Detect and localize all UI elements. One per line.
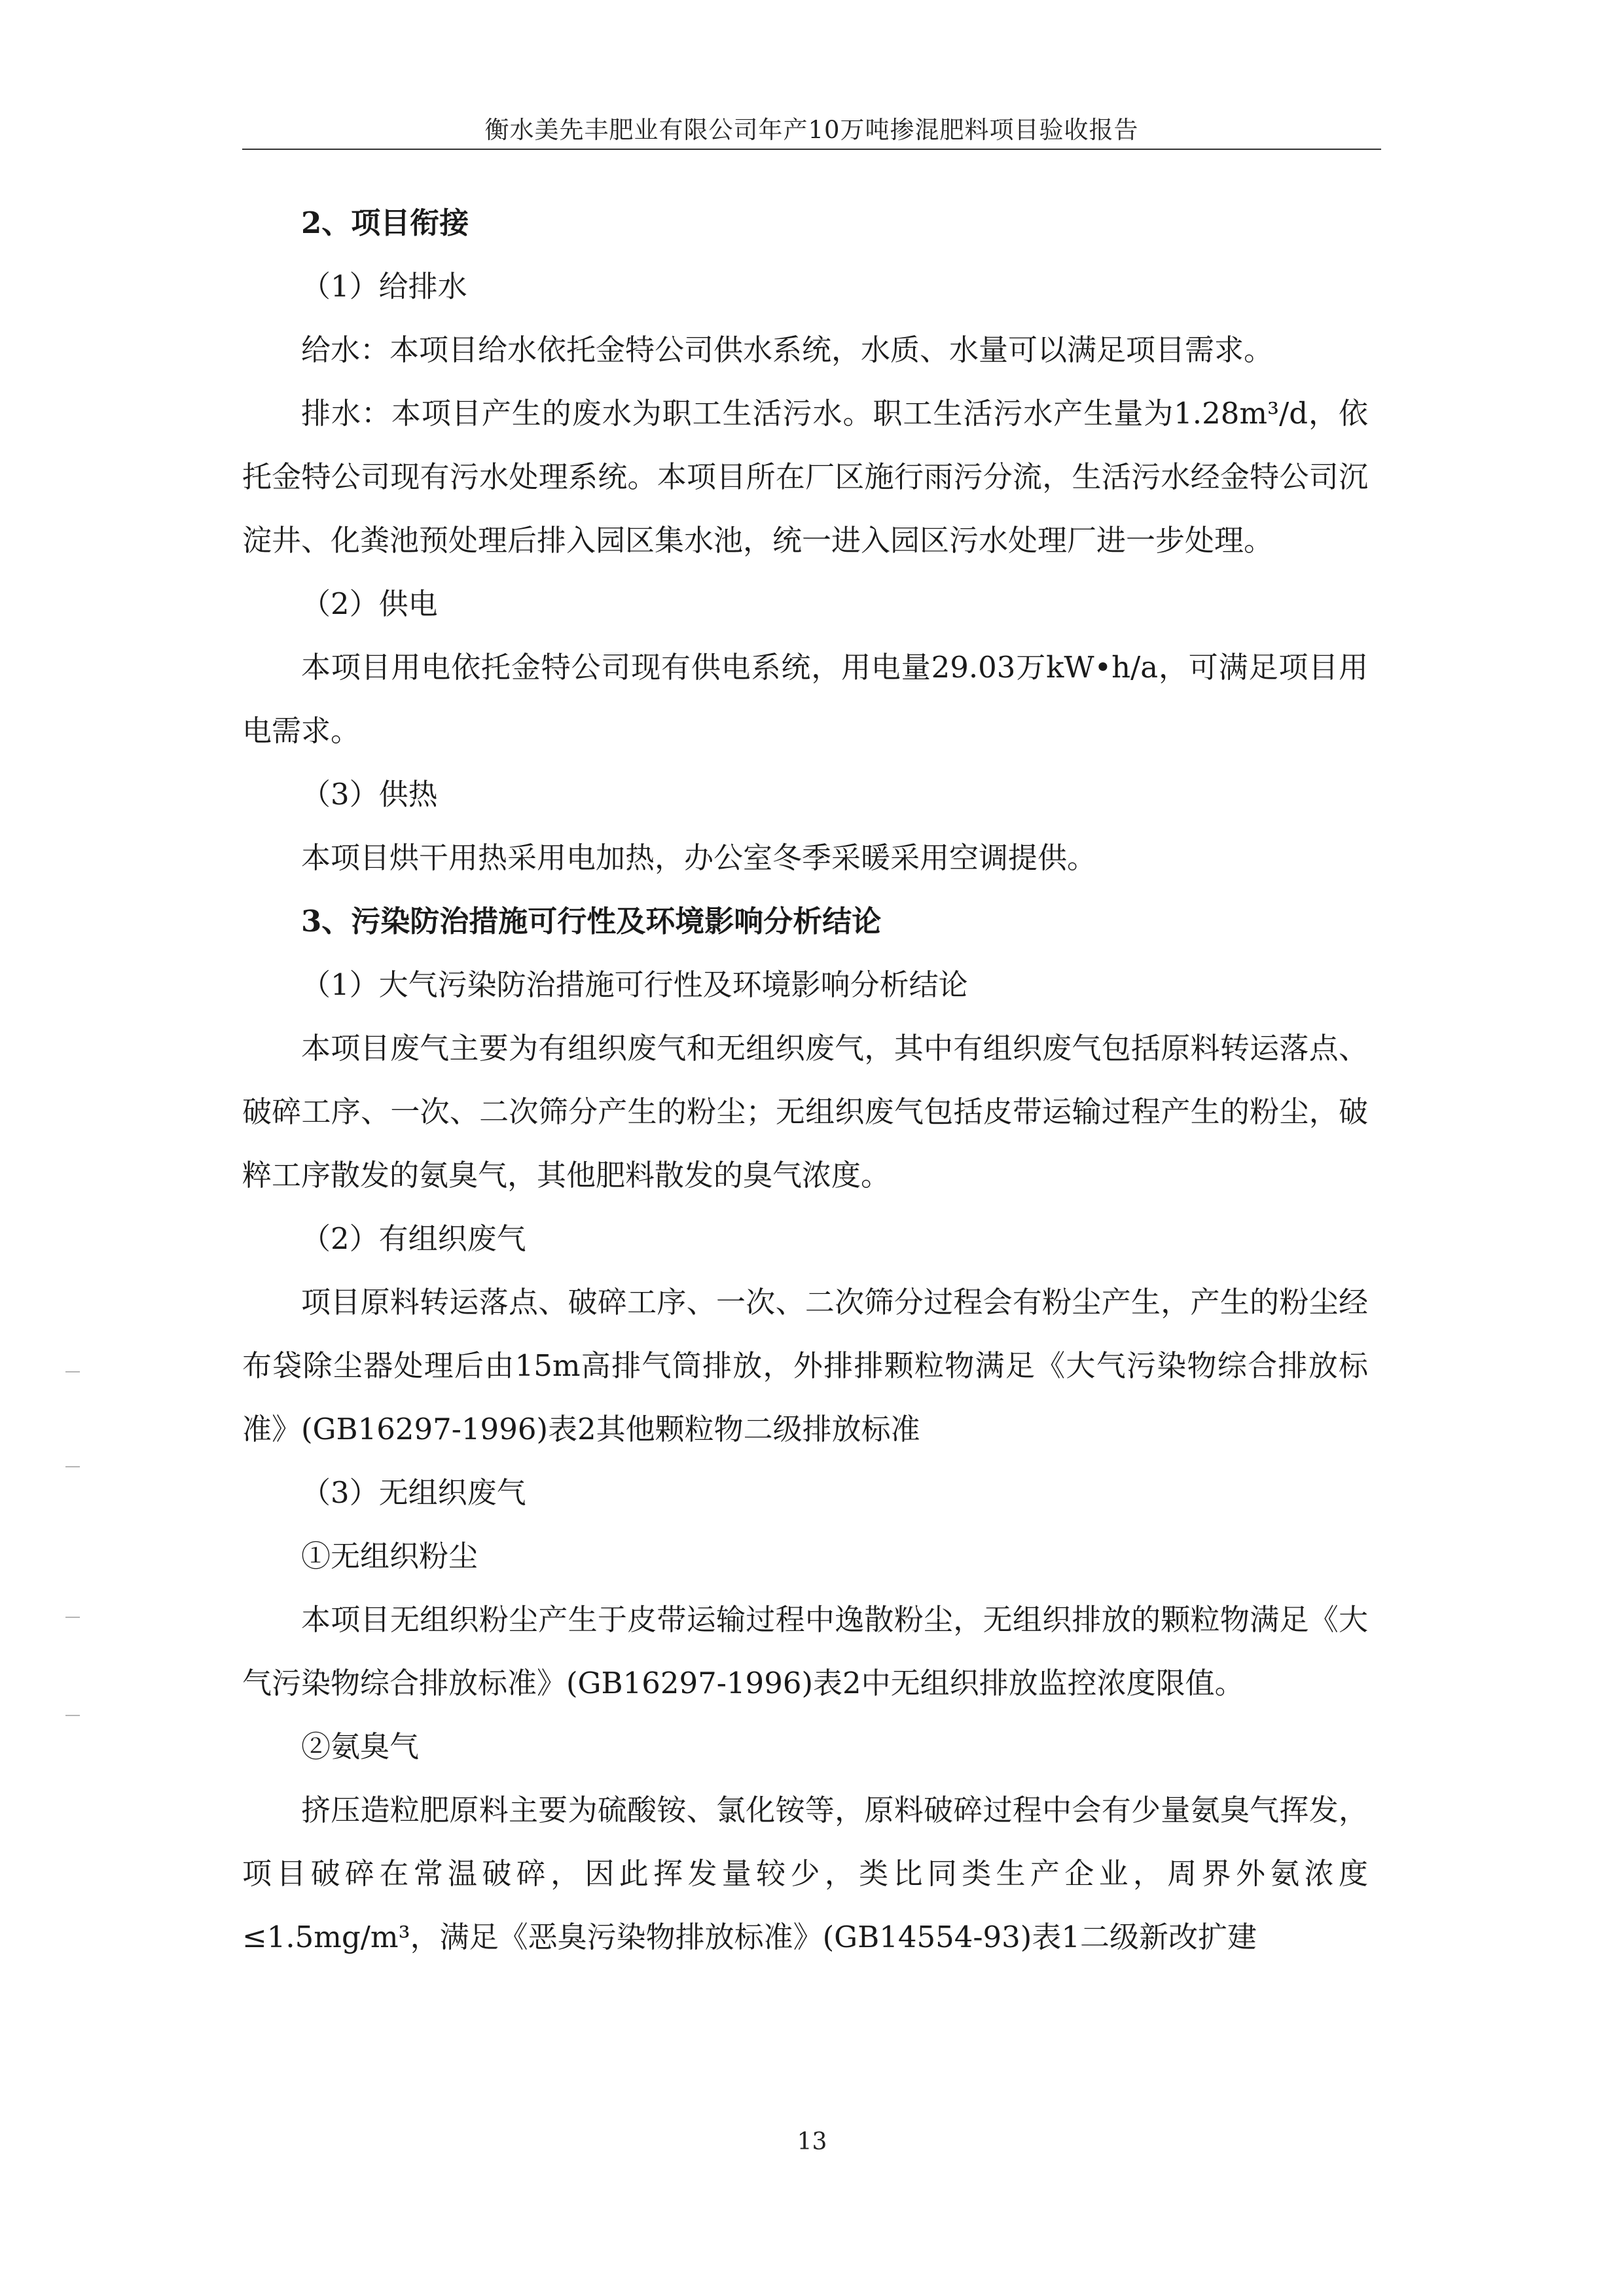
scan-artifact-mark: [65, 1617, 80, 1618]
subheading-unorganized-dust: ①无组织粉尘: [301, 1539, 478, 1573]
scan-artifact-mark: [65, 1466, 80, 1467]
subheading-air-pollution: （1）大气污染防治措施可行性及环境影响分析结论: [301, 967, 968, 1002]
subheading-heating: （3）供热: [301, 777, 438, 812]
body-text: [242, 191, 1368, 1969]
paragraph-air-pollution: 本项目废气主要为有组织废气和无组织废气，其中有组织废气包括原料转运落点、破碎工序、一次、二次筛分产生的粉尘；无组织废气包括皮带运输过程产生的粉尘，破粹工序散发的氨臭气，其他肥料散发的臭气浓度。: [242, 1031, 1368, 1193]
page-number: 13: [797, 2128, 827, 2155]
subheading-power-supply: （2）供电: [301, 586, 438, 621]
paragraph-unorganized-dust: 本项目无组织粉尘产生于皮带运输过程中逸散粉尘，无组织排放的颗粒物满足《大气污染物综合排放标准》(GB16297-1996)表2中无组织排放监控浓度限值。: [242, 1602, 1368, 1700]
paragraph-water-supply: 给水：本项目给水依托金特公司供水系统，水质、水量可以满足项目需求。: [301, 332, 1274, 367]
subheading-ammonia-odor: ②氨臭气: [301, 1729, 420, 1764]
scan-artifact-mark: [65, 1715, 80, 1716]
subheading-organized-exhaust: （2）有组织废气: [301, 1221, 526, 1256]
scan-artifact-mark: [65, 1371, 80, 1372]
subheading-water-supply-drainage: （1）给排水: [301, 269, 467, 304]
section-heading-pollution-control: 3、污染防治措施可行性及环境影响分析结论: [301, 904, 882, 939]
paragraph-ammonia-odor: 挤压造粒肥原料主要为硫酸铵、氯化铵等，原料破碎过程中会有少量氨臭气挥发，项目破碎在常温破碎，因此挥发量较少，类比同类生产企业，周界外氨浓度≤1.5mg/m³，满足《恶臭污染物排放标准》(GB14554-93)表1二级新改扩建: [242, 1793, 1368, 1954]
paragraph-organized-exhaust: 项目原料转运落点、破碎工序、一次、二次筛分过程会有粉尘产生，产生的粉尘经布袋除尘器处理后由15m高排气筒排放，外排排颗粒物满足《大气污染物综合排放标准》(GB16297-1996)表2其他颗粒物二级排放标准: [242, 1285, 1368, 1446]
header-divider: [242, 149, 1381, 150]
section-heading-project-connection: 2、项目衔接: [301, 206, 469, 240]
subheading-unorganized-exhaust: （3）无组织废气: [301, 1475, 526, 1510]
page-header-title: 衡水美先丰肥业有限公司年产10万吨掺混肥料项目验收报告: [484, 116, 1139, 144]
paragraph-power-supply: 本项目用电依托金特公司现有供电系统，用电量29.03万kW•h/a，可满足项目用电需求。: [242, 650, 1368, 748]
paragraph-heating: 本项目烘干用热采用电加热，办公室冬季采暖采用空调提供。: [301, 840, 1097, 875]
paragraph-drainage: 排水：本项目产生的废水为职工生活污水。职工生活污水产生量为1.28m³/d，依托金特公司现有污水处理系统。本项目所在厂区施行雨污分流，生活污水经金特公司沉淀井、化粪池预处理后排入园区集水池，统一进入园区污水处理厂进一步处理。: [242, 396, 1368, 558]
